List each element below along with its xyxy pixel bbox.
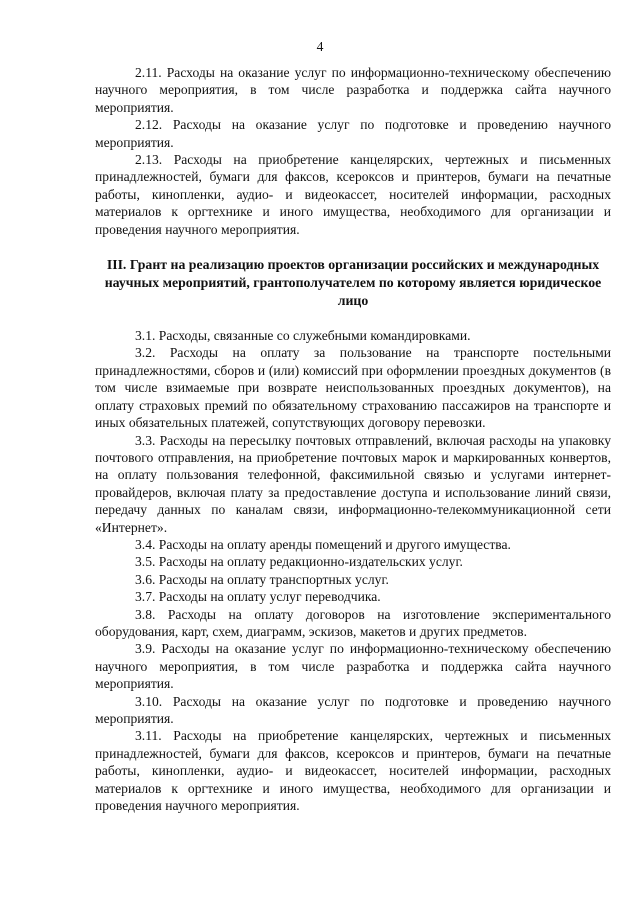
paragraph-3-5: 3.5. Расходы на оплату редакционно-издательских услуг. bbox=[135, 554, 463, 570]
paragraph-3-11: 3.11. Расходы на приобретение канцелярских, чертежных и письменных принадлежностей, бумаги для факсов, ксероксов и принтеров, бумаги на печатные работы, кинопленки, аудио- и видеокассет, носителей информации, расходных материалов к оргтехнике и иного имущества, необходимого для организации и проведения научного мероприятия. bbox=[95, 728, 611, 814]
paragraph-2-13: 2.13. Расходы на приобретение канцелярских, чертежных и письменных принадлежностей, бумаги для факсов, ксероксов и принтеров, бумаги на печатные работы, кинопленки, аудио- и видеокассет, носителей информации, расходных материалов к оргтехнике и иного имущества, необходимого для организации и проведения научного мероприятия. bbox=[95, 152, 611, 237]
paragraph-3-7: 3.7. Расходы на оплату услуг переводчика. bbox=[135, 589, 381, 605]
paragraph-2-12: 2.12. Расходы на оказание услуг по подготовке и проведению научного мероприятия. bbox=[95, 117, 611, 150]
page-number: 4 bbox=[316, 39, 324, 54]
paragraph-3-1: 3.1. Расходы, связанные со служебными командировками. bbox=[135, 328, 471, 344]
paragraph-3-10: 3.10. Расходы на оказание услуг по подготовке и проведению научного мероприятия. bbox=[95, 693, 611, 726]
paragraph-3-4: 3.4. Расходы на оплату аренды помещений и другого имущества. bbox=[135, 536, 511, 552]
paragraph-2-11: 2.11. Расходы на оказание услуг по информационно-техническому обеспечению научного мероприятия, в том числе разработка и поддержка сайта научного мероприятия. bbox=[95, 65, 611, 115]
paragraph-3-8: 3.8. Расходы на оплату договоров на изготовление экспериментального оборудования, карт, схем, диаграмм, эскизов, макетов и других предметов. bbox=[95, 606, 611, 639]
paragraph-3-6: 3.6. Расходы на оплату транспортных услуг. bbox=[135, 571, 389, 587]
document-body bbox=[95, 64, 611, 814]
paragraph-3-9: 3.9. Расходы на оказание услуг по информационно-техническому обеспечению научного мероприятия, в том числе разработка и поддержка сайта научного мероприятия. bbox=[95, 641, 611, 692]
section-3-heading: III. Грант на реализацию проектов организации российских и международных научных мероприятий, грантополучателем по которому является юридическое лицо bbox=[104, 257, 602, 309]
paragraph-3-2: 3.2. Расходы на оплату за пользование на транспорте постельными принадлежностями, сборов и (или) комиссий при оформлении проездных документов (в том числе взимаемые при возврате неиспользованных проездных документов), на оплату страховых премий по обязательному страхованию пассажиров на транспорте и иных обязательных платежей, сопутствующих договору перевозки. bbox=[95, 345, 611, 431]
paragraph-3-3: 3.3. Расходы на пересылку почтовых отправлений, включая расходы на упаковку почтового отправления, на приобретение почтовых марок и маркированных конвертов, на оплату пользования телефонной, факсимильной связью и услугами интернет-провайдеров, включая плату за предоставление доступа и использование линий связи, передачу данных по каналам связи, информационно-телекоммуникационной сети «Интернет». bbox=[95, 432, 611, 535]
